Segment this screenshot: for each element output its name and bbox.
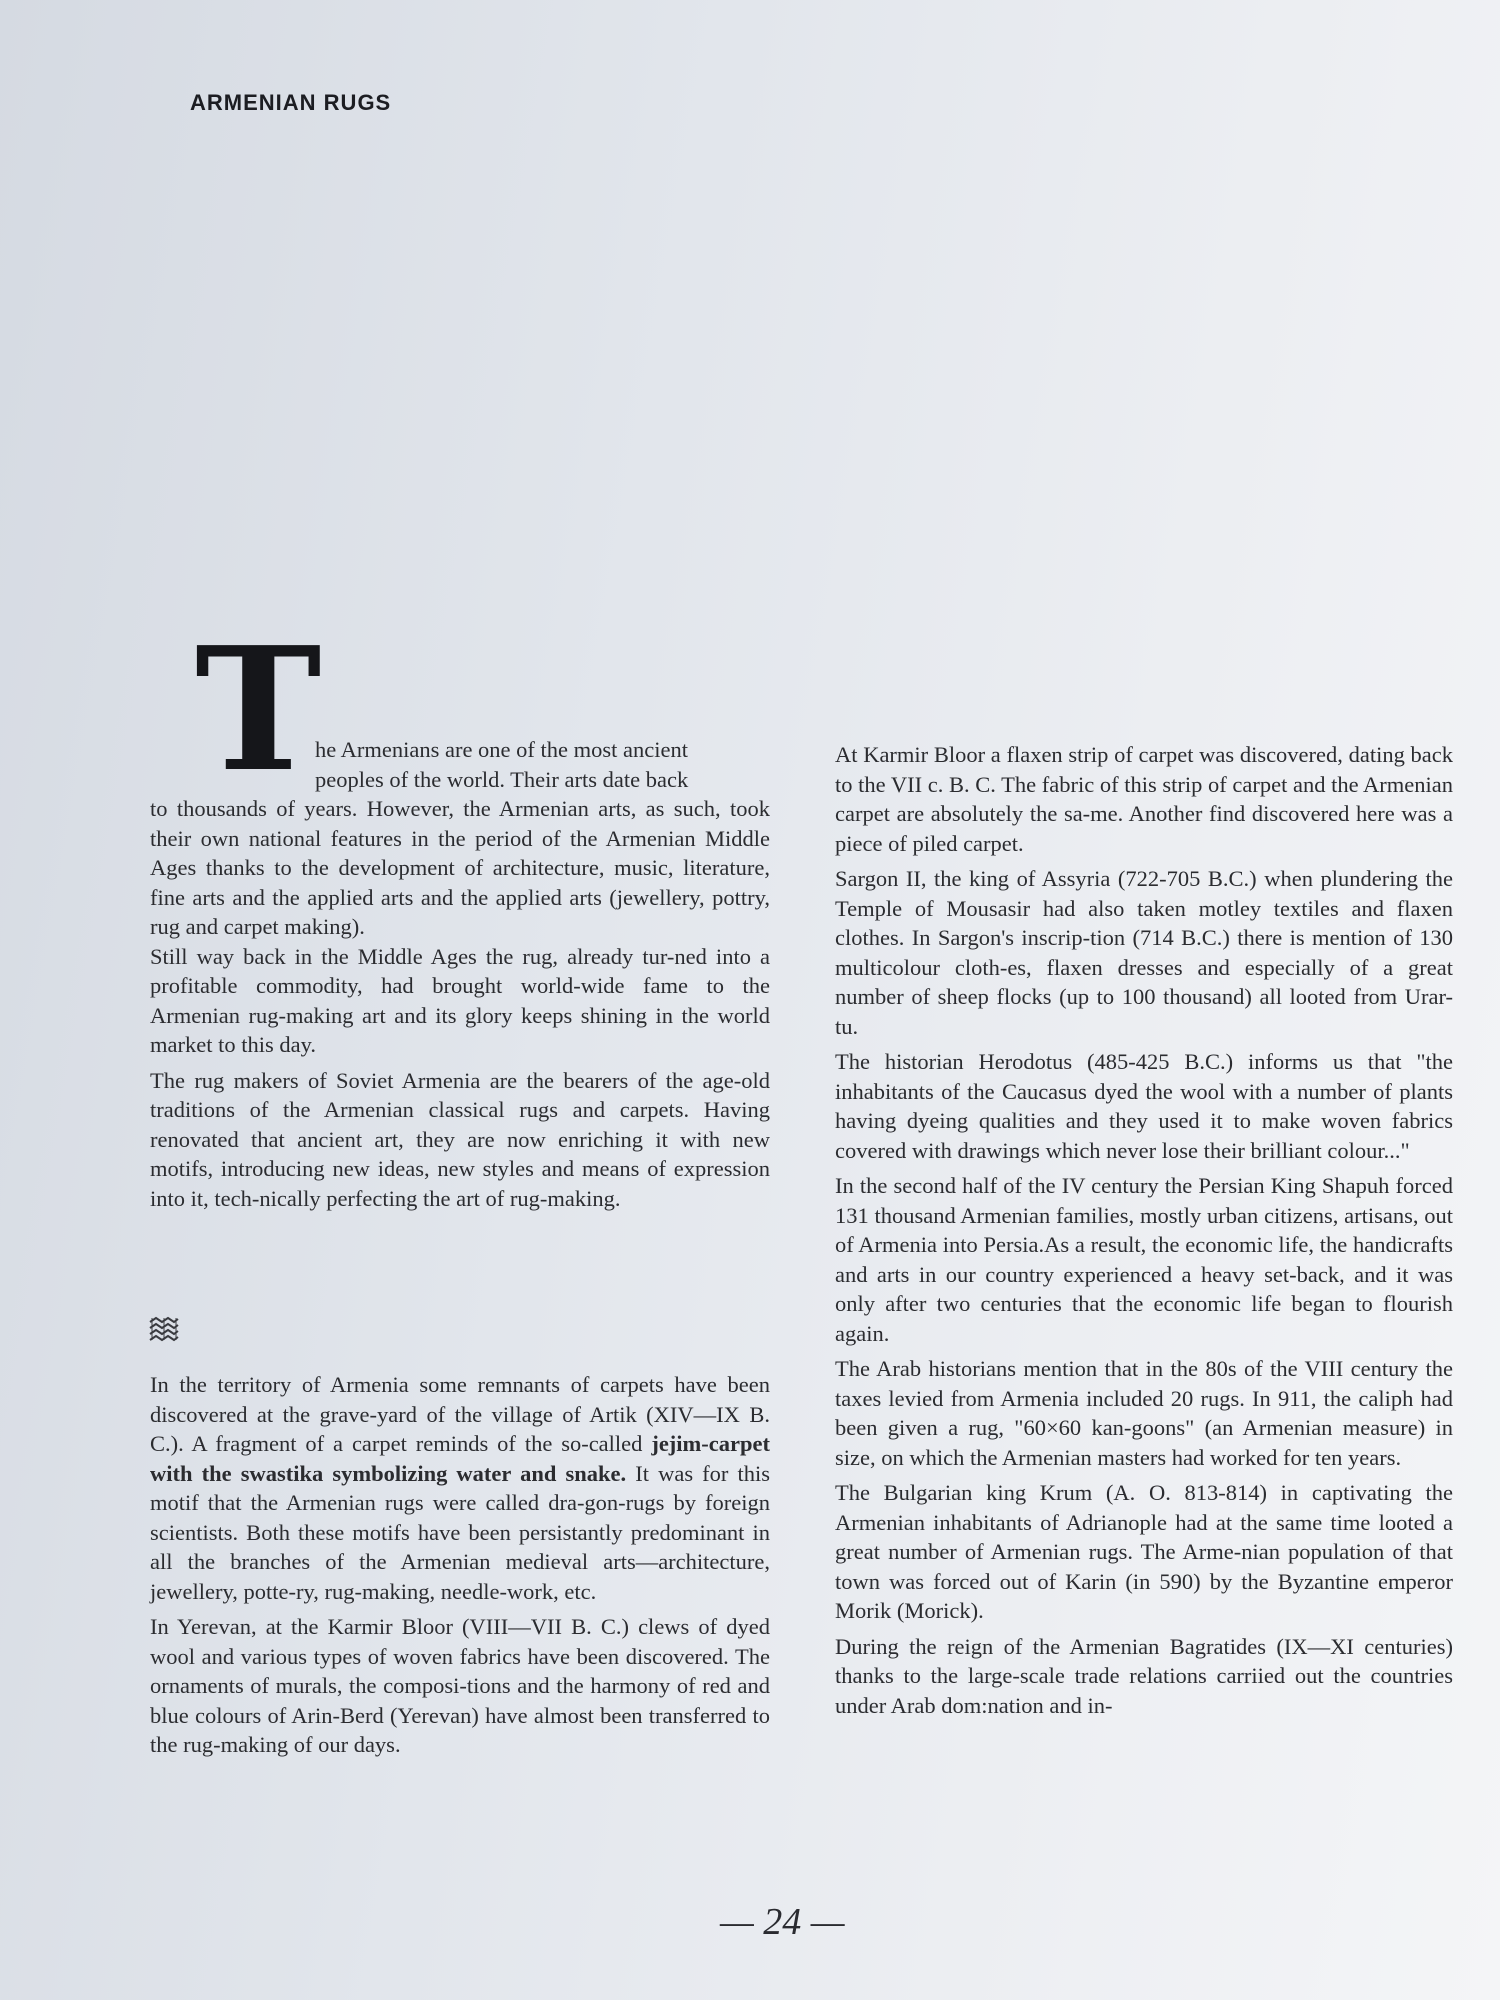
drop-cap-letter: T [195, 610, 322, 810]
paragraph-artik [150, 1370, 770, 1606]
paragraph-krum: The Bulgarian king Krum (A. O. 813-814) in captivating the Armenian inhabitants of Adrianople had at the same time looted a great number of Armenian rugs. The Arme-nian population of that town was forced out of Karin (in 590) by the Byzantine emperor Morik (Morick). [835, 1480, 1453, 1623]
paragraph-intro-rest: to thousands of years. However, the Armenian arts, as such, took their own national features in the period of the Armenian Middle Ages thanks to the development of architecture, music, literature, fine arts and the applied arts and the applied arts (jewellery, pottry, rug and carpet making). [150, 796, 770, 939]
page-number: — 24 — [720, 1901, 845, 1943]
running-title: ARMENIAN RUGS [190, 90, 392, 115]
left-column-bottom [150, 1370, 770, 1766]
paragraph-sargon: Sargon II, the king of Assyria (722-705 B.C.) when plundering the Temple of Mousasir had also taken motley textiles and flaxen clothes. In Sargon's inscrip-tion (714 B.C.) there is mention of 130 multicolour cloth-es, flaxen dresses and especially of a great number of sheep flocks (up to 100 thousand) all looted from Urar-tu. [835, 866, 1453, 1039]
paragraph-herodotus: The historian Herodotus (485-425 B.C.) informs us that "the inhabitants of the Caucasus dyed the wool with a number of plants having dyeing qualities and they used it to make woven fabrics covered with drawings which never lose their brilliant colour..." [835, 1049, 1453, 1163]
paragraph-yerevan: In Yerevan, at the Karmir Bloor (VIII—VII B. C.) clews of dyed wool and various types of woven fabrics have been discovered. The ornaments of murals, the composi-tions and the harmony of red and blue colours of Arin-Berd (Yerevan) have almost been transferred to the rug-making of our days. [150, 1614, 770, 1757]
right-column [835, 740, 1453, 1726]
paragraph-soviet-armenia: The rug makers of Soviet Armenia are the bearers of the age-old traditions of the Armenian classical rugs and carpets. Having renovated that ancient art, they are now enriching it with new motifs, introducing new ideas, new styles and means of expression into it, tech-nically perfecting the art of rug-making. [150, 1067, 770, 1211]
paragraph-arab-historians: The Arab historians mention that in the 80s of the VIII century the taxes levied from Armenia included 20 rugs. In 911, the caliph had been given a rug, "60×60 kan-goons" (an Armenian measure) in size, on which the Armenian masters had worked for ten years. [835, 1356, 1453, 1470]
paragraph-artik-bold: jejim-carpet with the swastika symbolizing water and snake. [150, 1431, 771, 1486]
left-column-top [150, 735, 770, 1219]
paragraph-shapuh: In the second half of the IV century the Persian King Shapuh forced 131 thousand Armenian families, mostly urban citizens, artisans, out of Armenia into Persia.As a result, the economic life, the handicrafts and arts in our country experienced a heavy set-back, and it was only after two centuries that the economic life began to flourish again. [835, 1173, 1453, 1346]
paragraph-artik-a: In the territory of Armenia some remnants of carpets have been discovered at the grave-yard of the village of Artik (XIV—IX B. C.). A fragment of a carpet reminds of the so-called [150, 1372, 770, 1456]
paragraph-bagratides: During the reign of the Armenian Bagratides (IX—XI centuries) thanks to the large-scale trade relations carriied out the countries under Arab dom:nation and in- [835, 1633, 1453, 1718]
paragraph-middle-ages: Still way back in the Middle Ages the rug, already tur-ned into a profitable commodity, had brought world-wide fame to the Armenian rug-making art and its glory keeps shining in the world market to this day. [150, 943, 770, 1057]
lead-line-2: peoples of the world. Their arts date back [315, 766, 689, 792]
paragraph-karmir-bloor: At Karmir Bloor a flaxen strip of carpet was discovered, dating back to the VII c. B. C. The fabric of this strip of carpet and the Armenian carpet are absolutely the sa-me. Another find discovered here was a piece of piled carpet. [835, 742, 1453, 856]
paragraph-artik-b: It was for this motif that the Armenian rugs were called dra-gon-rugs by foreign scientists. Both these motifs have been persistantly predominant in all the branches of the Armenian medieval arts—architecture, jewellery, potte-ry, rug-making, needle-work, etc. [150, 1460, 771, 1604]
knot-ornament-icon [148, 1316, 180, 1342]
lead-line-1: he Armenians are one of the most ancient [315, 737, 688, 762]
